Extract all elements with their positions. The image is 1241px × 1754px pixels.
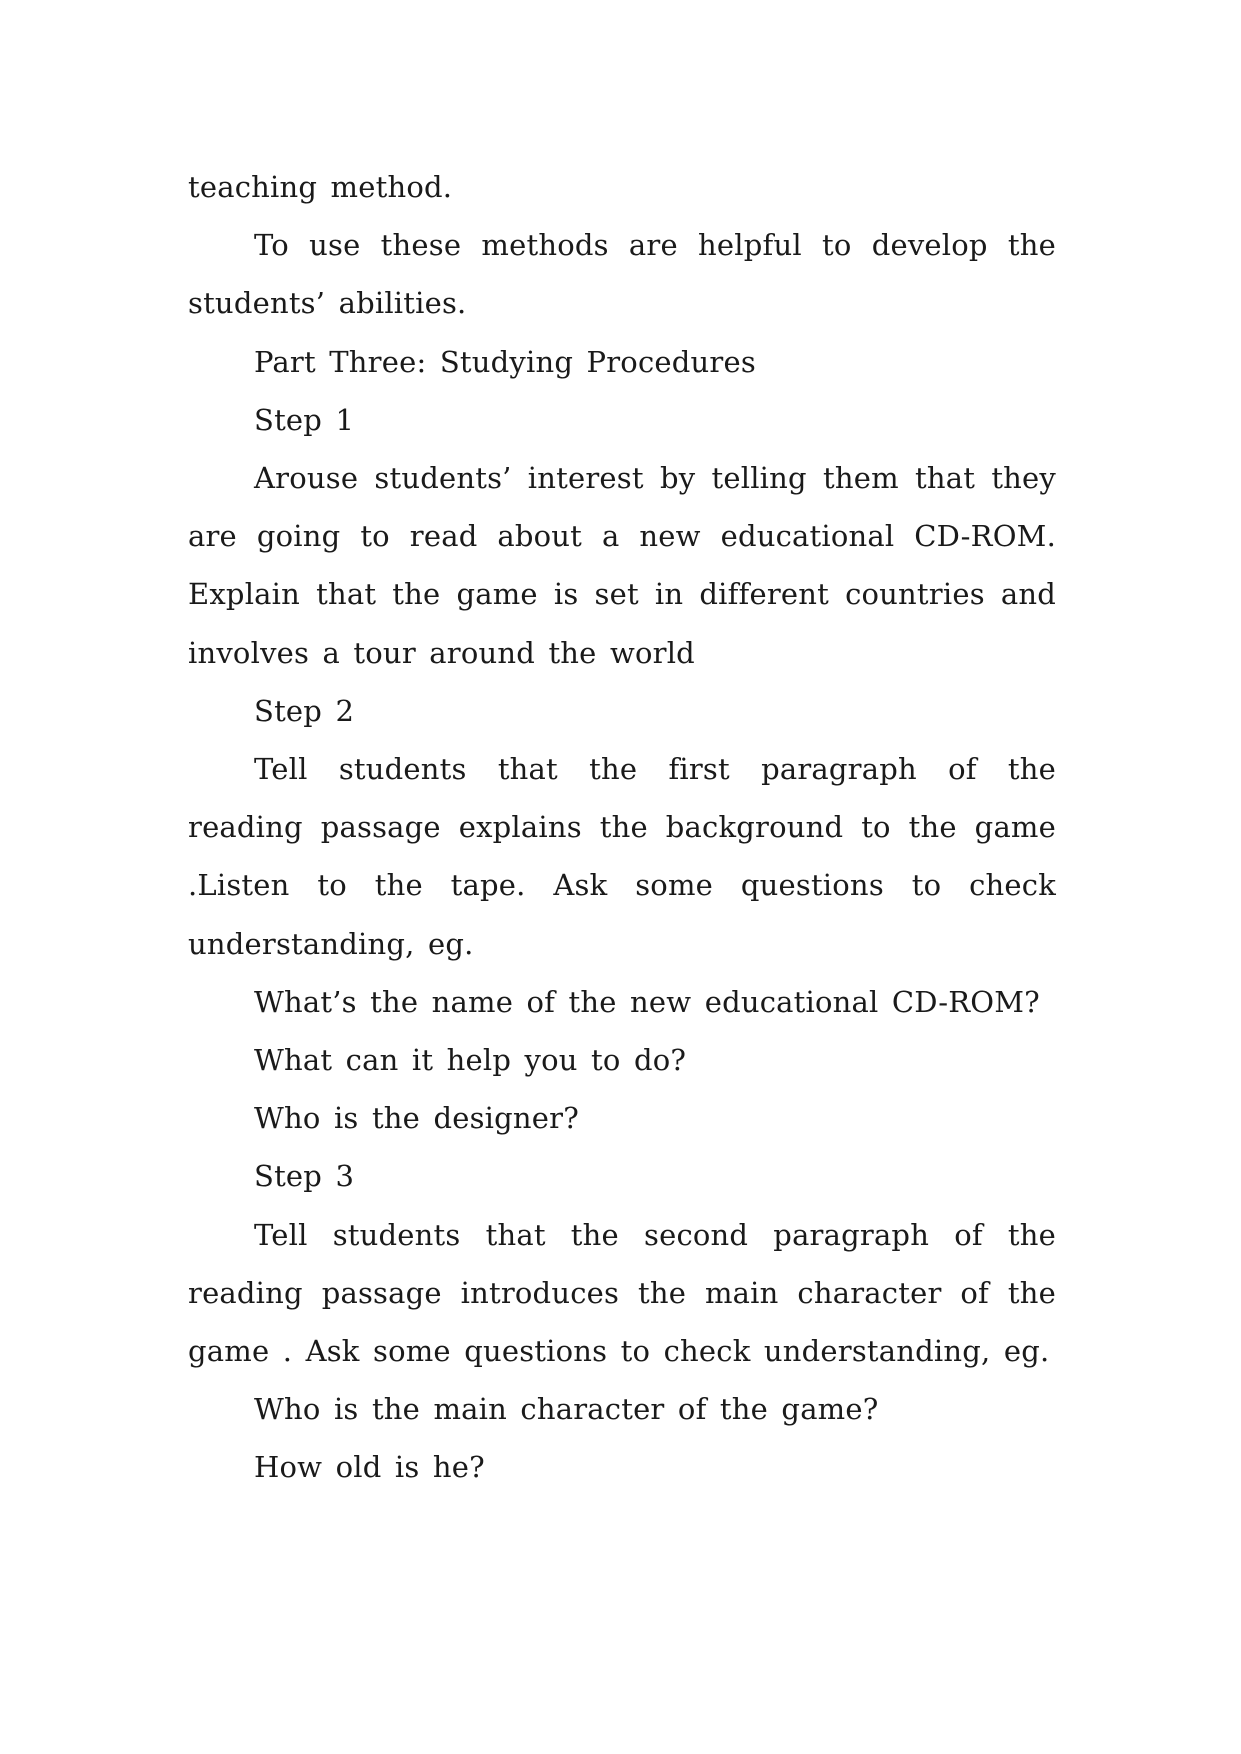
paragraph-step-3: Tell students that the second paragraph of the reading passage introduces the main character of the game . Ask some questions to check understanding, eg. (188, 1217, 1056, 1369)
question-how-old: How old is he? (254, 1450, 485, 1485)
step-heading-2: Step 2 (254, 693, 355, 728)
question-main-character: Who is the main character of the game? (254, 1392, 879, 1427)
paragraph-methods-helpful: To use these methods are helpful to develop the students’ abilities. (188, 228, 1056, 321)
paragraph-step-1: Arouse students’ interest by telling them that they are going to read about a new educational CD-ROM. Explain that the game is set in different countries and involves a tour around the world (188, 461, 1056, 670)
step-heading-1: Step 1 (254, 402, 355, 437)
question-designer: Who is the designer? (254, 1101, 579, 1136)
question-cd-rom-name: What’s the name of the new educational CD-ROM? (254, 984, 1040, 1019)
question-what-help: What can it help you to do? (254, 1043, 687, 1078)
paragraph-step-2: Tell students that the first paragraph of the reading passage explains the background to the game .Listen to the tape. Ask some questions to check understanding, eg. (188, 752, 1056, 961)
section-heading-part-three: Part Three: Studying Procedures (254, 344, 756, 379)
document-body (188, 158, 1056, 1497)
paragraph-continuation: teaching method. (188, 170, 453, 204)
step-heading-3: Step 3 (254, 1159, 355, 1194)
